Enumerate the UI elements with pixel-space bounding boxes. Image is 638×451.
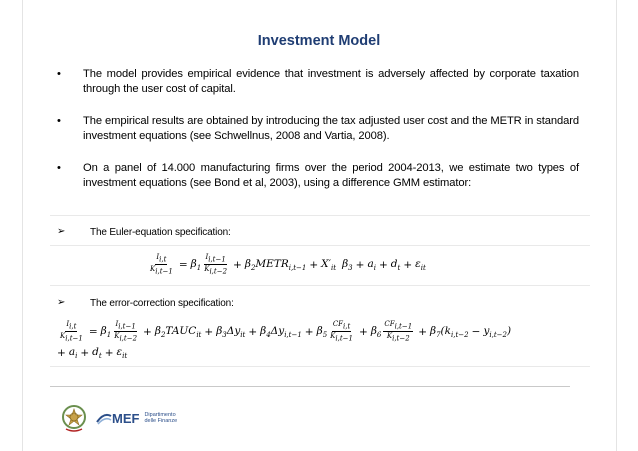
department-line-2: delle Finanze (144, 418, 178, 424)
error-correction-spec-label (57, 298, 234, 309)
bullet-marker: • (57, 68, 61, 80)
mef-swoosh-icon (96, 410, 112, 426)
fraction: $\frac{I_{i,t}}{K_{i,t-1}}$ (150, 253, 173, 276)
spec-label: The Euler-equation specification: (90, 227, 231, 238)
bullet-text: On a panel of 14.000 manufacturing firms over the period 2004-2013, we estimate two types of investment equations (see Bond et al, 2003), using a difference GMM estimator: (83, 162, 579, 189)
separator (50, 245, 590, 246)
bullet-text: The empirical results are obtained by introducing the tax adjusted user cost and the METR in standard investment equations (see Schwellnus, 2008 and Vartia, 2008). (83, 115, 579, 142)
fraction: $\frac{I_{i,t-1}}{K_{i,t-2}}$ (204, 253, 228, 276)
arrow-icon: ➢ (57, 226, 66, 237)
mef-logo-text: MEF (112, 410, 140, 426)
fraction: $\frac{CF_{i,t-1}}{K_{i,t-2}}$ (384, 320, 413, 343)
separator (50, 215, 590, 216)
bullet-marker: • (57, 162, 61, 174)
right-border (616, 0, 617, 451)
euler-equation: $\frac{I_{i,t}}{K_{i,t-1}}$ = $\beta_1$ $\frac{I_{i,t-1}}{K_{i,t-2}}$ + $\beta_2METR_{i,t-1}$ + $X'_{it}$ $\beta_3$ + $a_i$ + $d_t$ + $\varepsilon_{it}$ (150, 253, 426, 276)
slide-title: Investment Model (257, 33, 381, 49)
error-correction-equation-line-2: + $a_i$ + $d_t$ + $\varepsilon_{it}$ (57, 346, 128, 361)
separator (50, 366, 590, 367)
fraction: $\frac{I_{i,t}}{K_{i,t-1}}$ (60, 320, 83, 343)
footer-divider (50, 386, 570, 387)
euler-spec-label (57, 227, 231, 238)
footer (60, 398, 177, 438)
fraction: $\frac{CF_{i,t}}{K_{i,t-1}}$ (330, 320, 353, 343)
spec-label: The error-correction specification: (90, 298, 234, 309)
department-label (144, 412, 177, 425)
department-line-1: Dipartimento (144, 411, 176, 418)
bullet-1 (57, 67, 579, 96)
bullet-marker: • (57, 115, 61, 127)
arrow-icon: ➢ (57, 297, 66, 308)
mef-logo (96, 410, 177, 426)
bullet-2 (57, 114, 579, 143)
republic-emblem-icon (60, 402, 88, 434)
bullet-3 (57, 161, 579, 190)
separator (50, 285, 590, 286)
fraction: $\frac{I_{i,t-1}}{K_{i,t-2}}$ (114, 320, 138, 343)
error-correction-equation-line-1: $\frac{I_{i,t}}{K_{i,t-1}}$ = $\beta_1$ $\frac{I_{i,t-1}}{K_{i,t-2}}$ + $\beta_2TAUC_{it}$ + $\beta_3\Delta y_{it}$ + $\beta_4\Delta y_{i,t-1}$ + $\beta_5$ $\frac{CF_{i,t}}{K_{i,t-1}}$ + $\beta_6$ $\frac{CF_{i,t-1}}{K_{i,t-2}}$ + $\beta_7(k_{i,t-2}$ − $y_{i,t-2}$) (60, 320, 512, 343)
left-border (22, 0, 23, 451)
bullet-text: The model provides empirical evidence that investment is adversely affected by corporate taxation through the user cost of capital. (83, 68, 579, 95)
